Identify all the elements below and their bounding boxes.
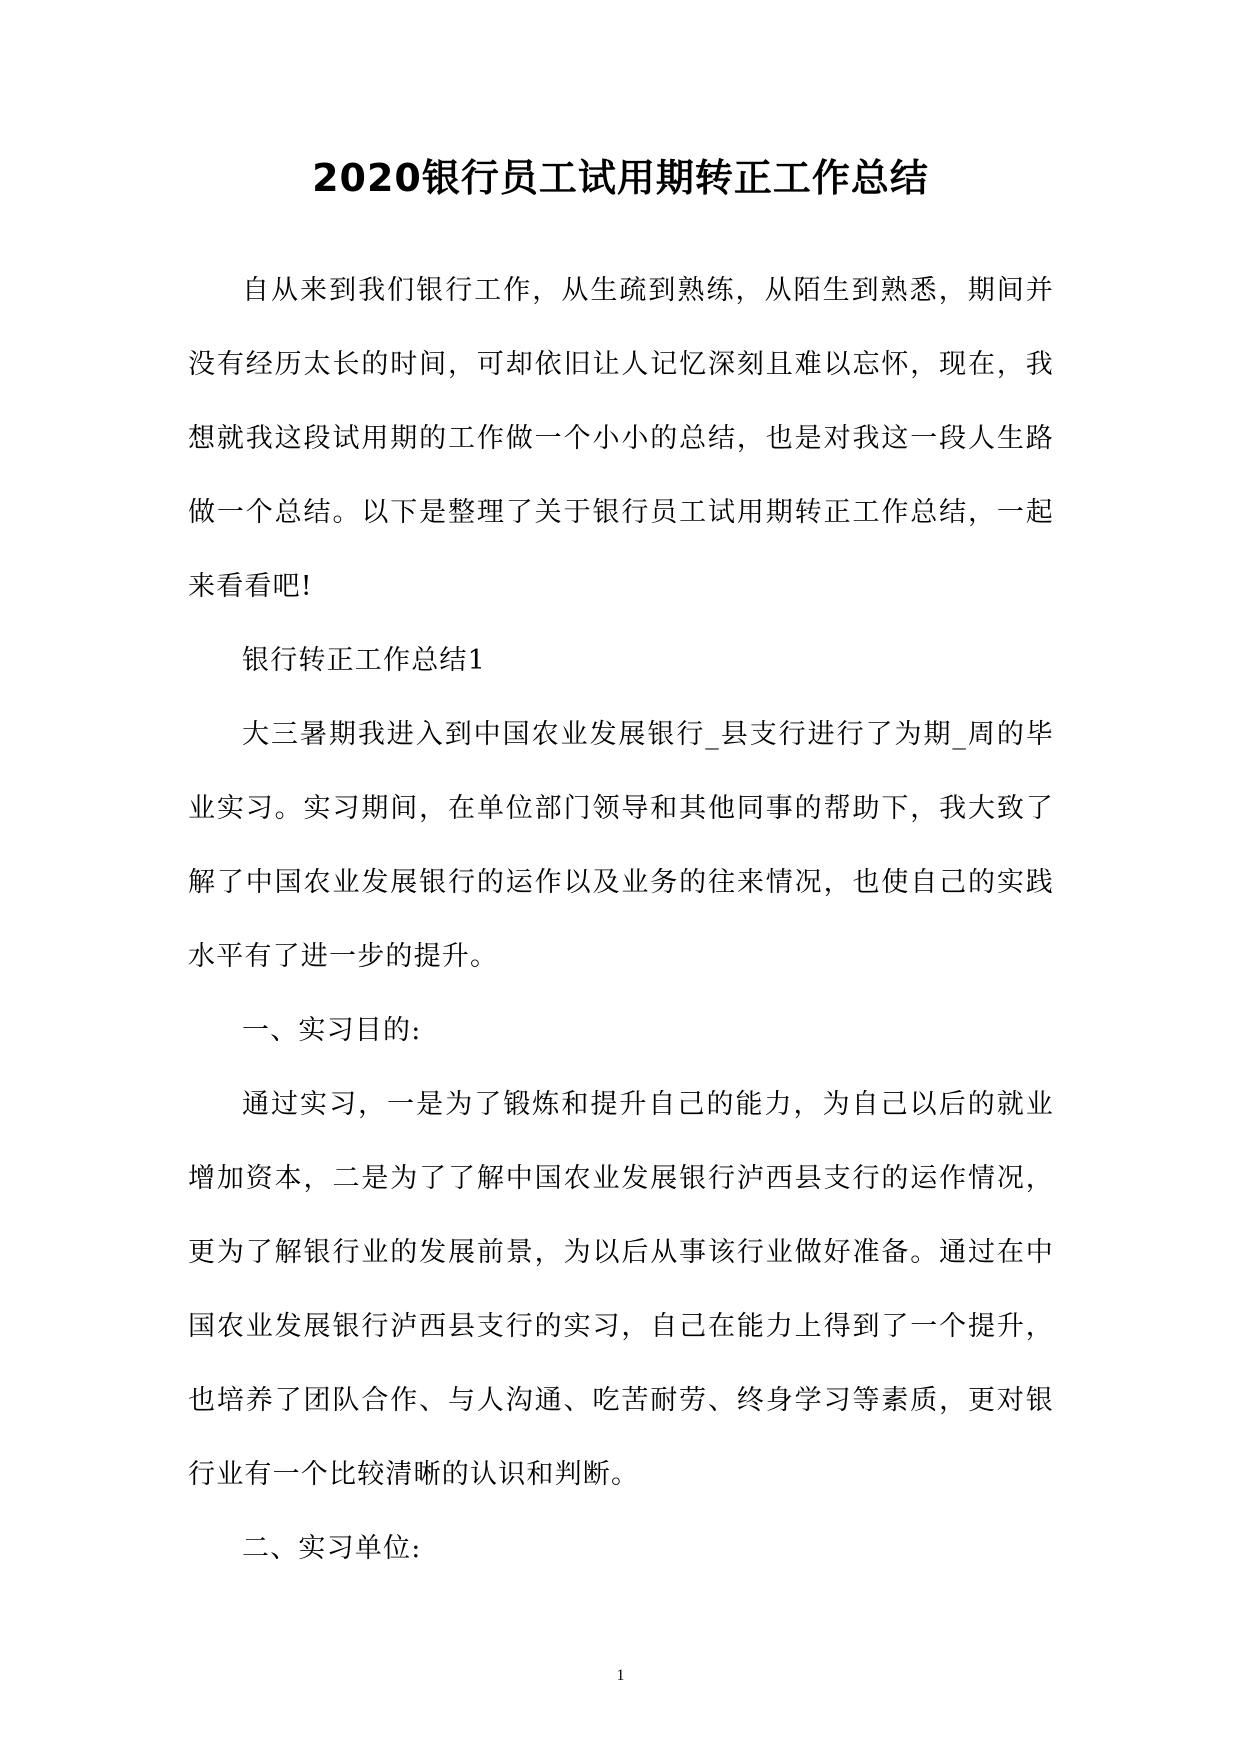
section-heading-purpose: 一、实习目的:: [242, 1015, 422, 1046]
page-number: 1: [616, 1667, 625, 1684]
document-body: [188, 254, 1054, 1586]
internship-overview-paragraph: 大三暑期我进入到中国农业发展银行_县支行进行了为期_周的毕业实习。实习期间，在单位部门领导和其他同事的帮助下，我大致了解了中国农业发展银行的运作以及业务的往来情况，也使自己的实践水平有了进一步的提升。: [188, 719, 1054, 972]
section-heading-summary-1: 银行转正工作总结1: [242, 645, 486, 676]
section-heading-unit: 二、实习单位:: [242, 1533, 422, 1564]
purpose-paragraph: 通过实习，一是为了锻炼和提升自己的能力，为自己以后的就业增加资本，二是为了了解中国农业发展银行泸西县支行的运作情况，更为了解银行业的发展前景，为以后从事该行业做好准备。通过在中国农业发展银行泸西县支行的实习，自己在能力上得到了一个提升，也培养了团队合作、与人沟通、吃苦耐劳、终身学习等素质，更对银行业有一个比较清晰的认识和判断。: [188, 1089, 1054, 1490]
intro-paragraph: 自从来到我们银行工作，从生疏到熟练，从陌生到熟悉，期间并没有经历太长的时间，可却依旧让人记忆深刻且难以忘怀，现在，我想就我这段试用期的工作做一个小小的总结，也是对我这一段人生路做一个总结。以下是整理了关于银行员工试用期转正工作总结，一起来看看吧!: [188, 275, 1054, 602]
document-title: 2020银行员工试用期转正工作总结: [312, 156, 929, 200]
